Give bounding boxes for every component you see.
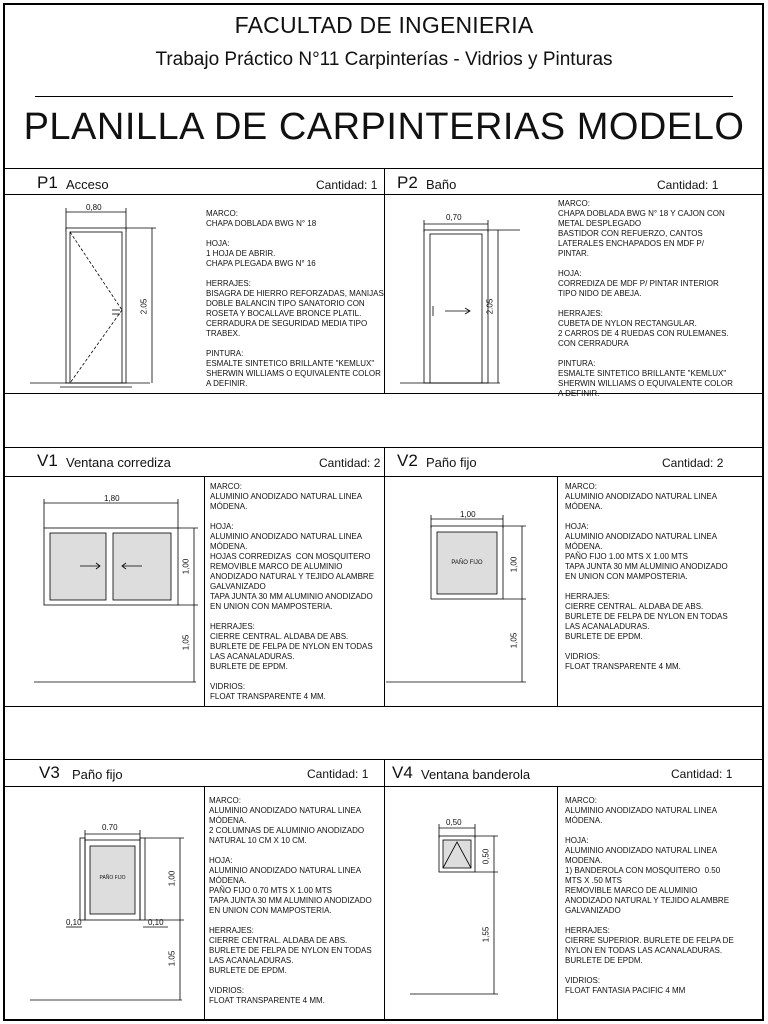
- dimension-label: 1,05: [509, 632, 519, 649]
- dimension-label: 0,80: [86, 203, 102, 212]
- dimension-label: 1,00: [509, 556, 519, 573]
- item-quantity: Cantidad: 2: [319, 456, 381, 470]
- dimension-label: 0,70: [446, 213, 462, 222]
- item-spec: MARCO: ALUMINIO ANODIZADO NATURAL LINEA MÓDENA. HOJA: ALUMINIO ANODIZADO NATURAL LINEA MODENA. 1) BANDEROLA CON MOSQUITERO 0.50 MTS X .50 MTS REMOVIBLE MARCO DE ALUMINIO ANODIZADO NATURAL Y TEJIDO ALAMBRE GALVANIZADO HERRAJES: CIERRE SUPERIOR. BURLETE DE FELPA DE NYLON EN TODAS LAS ACANALADURAS. BURLETE DE EPDM. VIDRIOS: FLOAT FANTASIA PACIFIC 4 MM: [565, 796, 734, 995]
- item-code: V1: [37, 451, 58, 470]
- dimension-label: 0,50: [481, 848, 491, 865]
- dimension-label: 1,05: [181, 634, 191, 651]
- dimension-label: 1,00: [460, 510, 476, 519]
- item-name: Ventana corrediza: [66, 455, 171, 470]
- item-name: Paño fijo: [72, 767, 123, 782]
- dimension-label: 0,50: [446, 818, 462, 827]
- faculty-title: FACULTAD DE INGENIERIA: [234, 12, 534, 38]
- assignment-subtitle: Trabajo Práctico N°11 Carpinterías - Vidrios y Pinturas: [155, 49, 613, 70]
- item-quantity: Cantidad: 1: [316, 178, 378, 192]
- dimension-label: 2.05: [139, 298, 149, 315]
- item-code: V2: [397, 451, 418, 470]
- item-code: P1: [37, 173, 58, 192]
- item-spec: MARCO: CHAPA DOBLADA BWG N° 18 Y CAJON CON METAL DESPLEGADO BASTIDOR CON REFUERZO, CANTOS LATERALES ENCHAPADOS EN MDF P/ PINTAR. HOJA: CORREDIZA DE MDF P/ PINTAR INTERIOR TIPO NIDO DE ABEJA. HERRAJES: CUBETA DE NYLON RECTANGULAR. 2 CARROS DE 4 RUEDAS CON RULEMANES. CON CERRADURA PINTURA: ESMALTE SINTETICO BRILLANTE "KEMLUX" SHERWIN WILLIAMS O EQUIVALENTE COLOR A DEFINIR.: [558, 199, 733, 398]
- item-name: Ventana banderola: [421, 767, 531, 782]
- dimension-label: 1,00: [167, 870, 177, 887]
- dimension-label: 0,10: [148, 918, 164, 927]
- dimension-label: 1,55: [481, 926, 491, 943]
- panel-label: PAÑO FIJO: [451, 560, 483, 566]
- dimension-label: 1,00: [181, 558, 191, 575]
- dimension-label: 0.70: [102, 823, 118, 832]
- item-spec: MARCO: CHAPA DOBLADA BWG N° 18 HOJA: 1 HOJA DE ABRIR. CHAPA PLEGADA BWG N° 16 HERRAJES: BISAGRA DE HIERRO REFORZADAS, MANIJAS DOBLE BALANCIN TIPO SANATORIO CON ROSETA Y BOCALLAVE BRONCE PLATIL. CERRADURA DE SEGURIDAD MEDIA TIPO TRABEX. PINTURA: ESMALTE SINTETICO BRILLANTE "KEMLUX" SHERWIN WILLIAMS O EQUIVALENTE COLOR A DEFINIR.: [206, 209, 384, 388]
- panel-label: PAÑO FIJO: [99, 875, 126, 881]
- dimension-label: 1,80: [104, 494, 120, 503]
- item-quantity: Cantidad: 1: [657, 178, 719, 192]
- dimension-label: 0,10: [66, 918, 82, 927]
- item-quantity: Cantidad: 1: [671, 767, 733, 781]
- item-code: V3: [39, 763, 60, 782]
- dimension-label: 2.05: [485, 298, 495, 315]
- item-name: Baño: [426, 177, 457, 192]
- item-spec: MARCO: ALUMINIO ANODIZADO NATURAL LINEA MÓDENA. HOJA: ALUMINIO ANODIZADO NATURAL LINEA MÓDENA. HOJAS CORREDIZAS CON MOSQUITERO REMOVIBLE MARCO DE ALUMINIO ANODIZADO NATURAL Y TEJIDO ALAMBRE GALVANIZADO TAPA JUNTA 30 MM ALUMINIO ANODIZADO EN UNION CON MAMPOSTERIA. HERRAJES: CIERRE CENTRAL. ALDABA DE ABS. BURLETE DE FELPA DE NYLON EN TODAS LAS ACANALADURAS. BURLETE DE EPDM. VIDRIOS: FLOAT TRANSPARENTE 4 MM.: [210, 482, 375, 701]
- page-title: PLANILLA DE CARPINTERIAS MODELO: [23, 106, 745, 148]
- item-code: P2: [397, 173, 418, 192]
- item-name: Acceso: [66, 177, 109, 192]
- item-spec: MARCO: ALUMINIO ANODIZADO NATURAL LINEA MÓDENA. 2 COLUMNAS DE ALUMINIO ANODIZADO NATURAL 10 CM X 10 CM. HOJA: ALUMINIO ANODIZADO NATURAL LINEA MÓDENA. PAÑO FIJO 0.70 MTS X 1.00 MTS TAPA JUNTA 30 MM ALUMINIO ANODIZADO EN UNION CON MAMPOSTERIA. HERRAJES: CIERRE CENTRAL. ALDABA DE ABS. BURLETE DE FELPA DE NYLON EN TODAS LAS ACANALADURAS. BURLETE DE EPDM. VIDRIOS: FLOAT TRANSPARENTE 4 MM.: [209, 796, 372, 1005]
- dimension-label: 1.05: [167, 950, 177, 967]
- item-code: V4: [392, 763, 413, 782]
- item-name: Paño fijo: [426, 455, 477, 470]
- item-quantity: Cantidad: 1: [307, 767, 369, 781]
- item-spec: MARCO: ALUMINIO ANODIZADO NATURAL LINEA MÓDENA. HOJA: ALUMINIO ANODIZADO NATURAL LINEA MÓDENA. PAÑO FIJO 1.00 MTS X 1.00 MTS TAPA JUNTA 30 MM ALUMINIO ANODIZADO EN UNION CON MAMPOSTERIA. HERRAJES: CIERRE CENTRAL. ALDABA DE ABS. BURLETE DE FELPA DE NYLON EN TODAS LAS ACANALADURAS. BURLETE DE EPDM. VIDRIOS: FLOAT TRANSPARENTE 4 MM.: [565, 482, 728, 671]
- item-quantity: Cantidad: 2: [662, 456, 724, 470]
